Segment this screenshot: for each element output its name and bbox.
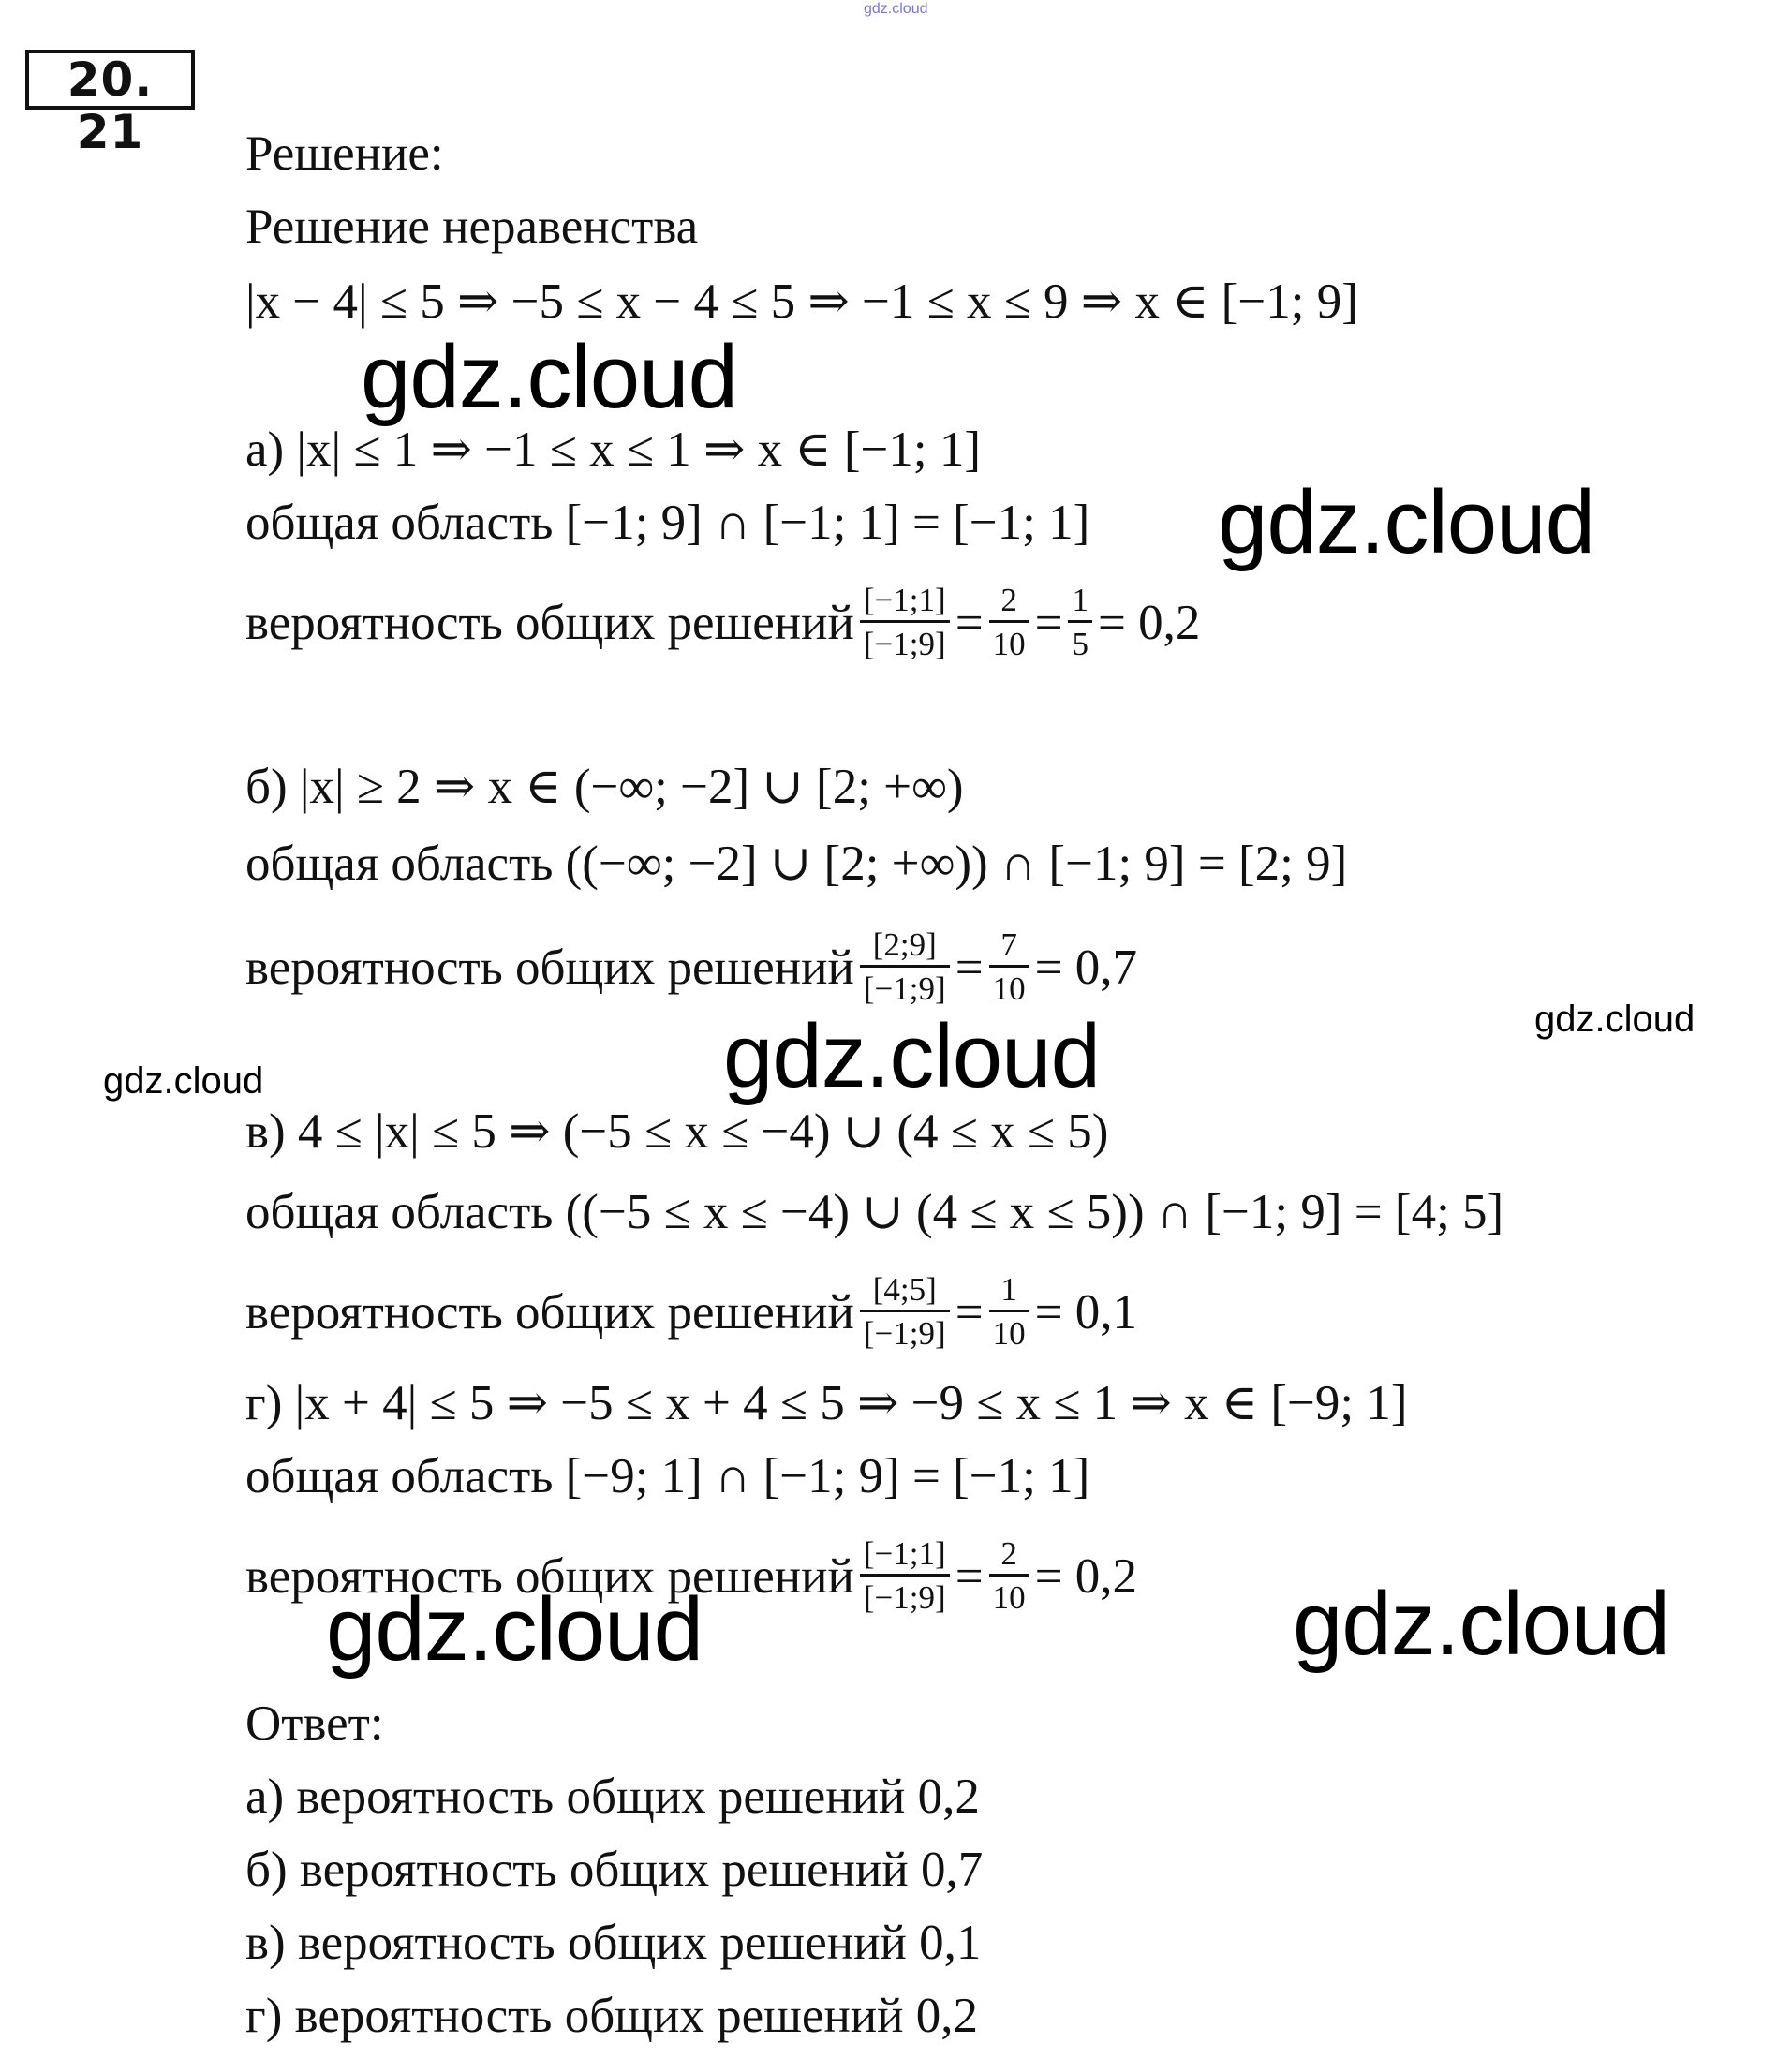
watermark: gdz.cloud	[103, 1060, 264, 1102]
prob-label: вероятность общих решений	[245, 595, 854, 650]
answer-item: б) вероятность общих решений 0,7	[245, 1843, 984, 1897]
fraction-denominator: [−1;9]	[860, 965, 950, 1007]
solution-heading: Решение:	[245, 126, 444, 181]
fraction-numerator: [4;5]	[872, 1271, 937, 1308]
equals-sign: =	[955, 1548, 984, 1604]
watermark: gdz.cloud	[361, 327, 737, 427]
fraction-numerator: [2;9]	[872, 926, 937, 963]
part-b-condition: б) |x| ≥ 2 ⇒ x ∈ (−∞; −2] ∪ [2; +∞)	[245, 760, 964, 814]
inequality-heading: Решение неравенства	[245, 200, 699, 254]
fraction	[989, 1272, 1029, 1352]
fraction-denominator: [−1;9]	[860, 1574, 950, 1616]
fraction-denominator: 10	[989, 965, 1029, 1007]
answer-item: г) вероятность общих решений 0,2	[245, 1989, 979, 2043]
watermark: gdz.cloud	[723, 1006, 1100, 1106]
part-v-condition: в) 4 ≤ |x| ≤ 5 ⇒ (−5 ≤ x ≤ −4) ∪ (4 ≤ x ≤ 5)	[245, 1104, 1109, 1159]
result-value: = 0,2	[1034, 1548, 1137, 1604]
part-a-condition: а) |x| ≤ 1 ⇒ −1 ≤ x ≤ 1 ⇒ x ∈ [−1; 1]	[245, 422, 982, 477]
part-g-common-area: общая область [−9; 1] ∩ [−1; 9] = [−1; 1]	[245, 1449, 1090, 1503]
equals-sign: =	[955, 1284, 984, 1340]
fraction	[860, 927, 950, 1007]
fraction-denominator: 5	[1068, 620, 1092, 662]
fraction-denominator: [−1;9]	[860, 1310, 950, 1352]
fraction-denominator: [−1;9]	[860, 620, 950, 662]
result-value: = 0,1	[1034, 1284, 1137, 1340]
fraction-denominator: 10	[989, 620, 1029, 662]
fraction-numerator: 2	[1000, 1535, 1017, 1572]
equals-sign: =	[1034, 595, 1063, 650]
main-inequality: |x − 4| ≤ 5 ⇒ −5 ≤ x − 4 ≤ 5 ⇒ −1 ≤ x ≤ 9 ⇒ x ∈ [−1; 9]	[245, 274, 1358, 329]
answer-item: а) вероятность общих решений 0,2	[245, 1769, 980, 1824]
watermark: gdz.cloud	[864, 1, 928, 17]
fraction-numerator: [−1;1]	[863, 1535, 946, 1572]
prob-label: вероятность общих решений	[245, 940, 854, 995]
watermark: gdz.cloud	[1534, 999, 1696, 1040]
fraction-numerator: 1	[1072, 582, 1089, 618]
equals-sign: =	[955, 595, 984, 650]
fraction-denominator: 10	[989, 1574, 1029, 1616]
answer-heading: Ответ:	[245, 1696, 384, 1751]
answer-item: в) вероятность общих решений 0,1	[245, 1916, 982, 1970]
part-v-common-area: общая область ((−5 ≤ x ≤ −4) ∪ (4 ≤ x ≤ 5)) ∩ [−1; 9] = [4; 5]	[245, 1185, 1504, 1239]
fraction	[989, 927, 1029, 1007]
part-a-probability	[245, 583, 1200, 662]
fraction-numerator: 7	[1000, 926, 1017, 963]
part-b-common-area: общая область ((−∞; −2] ∪ [2; +∞)) ∩ [−1; 9] = [2; 9]	[245, 837, 1348, 891]
fraction	[860, 1536, 950, 1616]
fraction	[860, 1272, 950, 1352]
fraction-numerator: [−1;1]	[863, 582, 946, 618]
fraction	[989, 583, 1029, 662]
part-v-probability	[245, 1272, 1137, 1352]
fraction-denominator: 10	[989, 1310, 1029, 1352]
fraction	[860, 583, 950, 662]
part-b-probability	[245, 927, 1137, 1007]
part-g-condition: г) |x + 4| ≤ 5 ⇒ −5 ≤ x + 4 ≤ 5 ⇒ −9 ≤ x ≤ 1 ⇒ x ∈ [−9; 1]	[245, 1376, 1408, 1430]
watermark: gdz.cloud	[1293, 1574, 1669, 1674]
fraction	[989, 1536, 1029, 1616]
prob-label: вероятность общих решений	[245, 1548, 854, 1604]
watermark: gdz.cloud	[326, 1579, 703, 1680]
equals-sign: =	[955, 940, 984, 995]
prob-label: вероятность общих решений	[245, 1284, 854, 1340]
fraction-numerator: 1	[1000, 1271, 1017, 1308]
part-a-common-area: общая область [−1; 9] ∩ [−1; 1] = [−1; 1]	[245, 496, 1090, 550]
result-value: = 0,2	[1097, 595, 1201, 650]
fraction	[1068, 583, 1092, 662]
watermark: gdz.cloud	[1218, 472, 1594, 572]
fraction-numerator: 2	[1000, 582, 1017, 618]
problem-number-box: 20. 21	[25, 50, 195, 110]
result-value: = 0,7	[1034, 940, 1137, 995]
